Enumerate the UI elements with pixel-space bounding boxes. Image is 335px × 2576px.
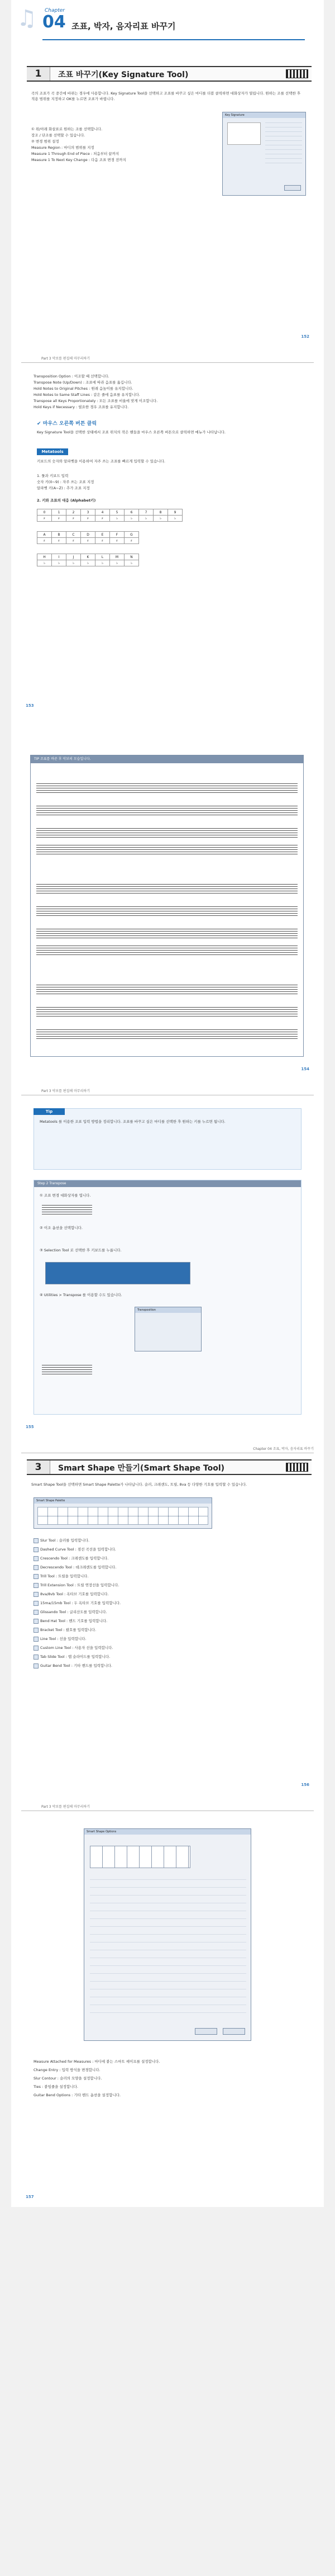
tool-item: 8va/8vb Tool : 옥타브 기호를 입력합니다. xyxy=(34,1590,302,1599)
tip-box-1 xyxy=(34,1108,302,1170)
box-item: ③ Selection Tool 로 선택한 후 키보드를 누릅니다. xyxy=(40,1248,122,1252)
dialog-preview xyxy=(227,122,261,145)
octave-icon xyxy=(34,1592,39,1597)
crescendo-icon xyxy=(34,1556,39,1561)
section-3-bar xyxy=(27,1459,312,1475)
table-cell: 4 xyxy=(95,509,110,516)
chapter-number: 04 xyxy=(42,12,66,32)
table-cell: A xyxy=(37,532,52,538)
staff-example xyxy=(42,1205,92,1216)
bullet-item: ② 변경 범위 설정 xyxy=(31,139,59,144)
step-item: 숫자 키(0~9) : 자주 쓰는 조표 지정 xyxy=(37,480,94,484)
check-icon: ✔ xyxy=(37,421,43,427)
table-cell: H xyxy=(37,554,52,560)
score-system-1 xyxy=(36,778,298,862)
cancel-button[interactable] xyxy=(223,2028,245,2035)
trill-icon xyxy=(34,1574,39,1579)
palette-title-bar: Smart Shape Palette xyxy=(34,1498,212,1504)
tool-item: Guitar Bend Tool : 기타 벤드를 입력합니다. xyxy=(34,1662,302,1670)
table-cell: C xyxy=(66,532,81,538)
transposition-list xyxy=(34,374,302,410)
table-cell: J xyxy=(66,554,81,560)
box-item: ① 조표 변경 대화상자를 엽니다. xyxy=(40,1193,91,1198)
table-cell-empty: ♭ xyxy=(125,516,139,522)
section-intro: 곡의 조표가 곡 중간에 바뀌는 경우에 사용합니다. Key Signature Tool을 선택하고 조표를 바꾸고 싶은 마디를 더블 클릭하면 대화상자가 열립니다. 원하는 조를 선택한 후 적용 범위를 지정하고 OK를 누르면 조표가 바뀝니다. xyxy=(31,91,301,101)
dialog-option-rows xyxy=(90,1879,246,2019)
table-cell-empty: ♭ xyxy=(66,560,81,566)
staff xyxy=(36,828,298,838)
bullet-item: ① 위/아래 화살표로 원하는 조를 선택합니다. xyxy=(31,127,103,131)
staff-example xyxy=(42,1365,92,1376)
table-cell: N xyxy=(125,554,139,560)
staff xyxy=(36,946,298,956)
tool-item: 15ma/15mb Tool : 두 옥타브 기호를 입력합니다. xyxy=(34,1599,302,1608)
steps xyxy=(37,473,299,491)
transpose-dialog-screenshot xyxy=(135,1307,202,1351)
list-item: Hold Notes to Original Pitches : 원래 음높이를 유지합니다. xyxy=(34,386,133,391)
table-cell: 1 xyxy=(52,509,66,516)
staff xyxy=(36,985,298,995)
step-item: 알파벳 키(A~Z) : 추가 조표 지정 xyxy=(37,486,90,490)
smart-shape-options-dialog xyxy=(84,1828,251,2041)
guitar-bend-icon xyxy=(34,1663,39,1669)
option-item: Guitar Bend Options : 기타 벤드 옵션을 설정합니다. xyxy=(34,2093,121,2097)
section-intro: Smart Shape Tool을 선택하면 Smart Shape Palette가 나타납니다. 슬러, 크레센도, 트릴, 8va 등 다양한 기호를 입력할 수 있습니다. xyxy=(31,1482,247,1487)
dialog-title-bar: Smart Shape Options xyxy=(84,1829,251,1835)
table-cell-empty: ♯ xyxy=(95,516,110,522)
double-octave-icon xyxy=(34,1601,39,1606)
bullet-item: 장조 / 단조를 선택할 수 있습니다. xyxy=(31,133,85,138)
option-list xyxy=(34,2058,302,2100)
key-signature-dialog-screenshot xyxy=(222,112,306,196)
header-rule xyxy=(21,362,314,363)
section-1-bar xyxy=(27,66,312,82)
table-cell-empty: ♯ xyxy=(66,538,81,544)
table-cell-empty: ♯ xyxy=(66,516,81,522)
table-cell: 9 xyxy=(168,509,183,516)
table-cell-empty: ♯ xyxy=(81,516,95,522)
chapter-header xyxy=(11,0,324,50)
alphabet-key-table-2 xyxy=(37,554,139,566)
table-title: 2. 키와 조표의 대응 (Alphabet키) xyxy=(37,498,96,503)
running-header: Chapter 04 조표, 박자, 음자리표 바꾸기 xyxy=(253,1447,314,1451)
dashed-curve-icon xyxy=(34,1547,39,1552)
table-cell-empty: ♭ xyxy=(95,560,110,566)
page-number: 152 xyxy=(301,334,309,339)
slur-icon xyxy=(34,1538,39,1543)
tool-item: Slur Tool : 슬러를 입력합니다. xyxy=(34,1537,302,1545)
music-note-decoration: ♫ xyxy=(17,6,37,31)
piano-keys-icon xyxy=(286,69,308,78)
table-cell-empty: ♭ xyxy=(52,560,66,566)
dialog-title-bar: Transposition xyxy=(135,1307,201,1313)
glissando-icon xyxy=(34,1610,39,1615)
mouse-heading: ✔ 마우스 오른쪽 버튼 클릭 xyxy=(37,421,97,427)
table-cell: 8 xyxy=(154,509,168,516)
bracket-icon xyxy=(34,1628,39,1633)
tool-item: Tab Slide Tool : 탭 슬라이드를 입력합니다. xyxy=(34,1653,302,1661)
tip-label: Tip xyxy=(34,1108,65,1115)
page-number: 153 xyxy=(26,703,34,708)
table-cell: 0 xyxy=(37,509,52,516)
table-cell-empty: ♯ xyxy=(37,538,52,544)
ok-button[interactable] xyxy=(284,185,301,191)
table-cell: G xyxy=(125,532,139,538)
list-item: Transposition Option : 이조할 때 선택합니다. xyxy=(34,374,109,379)
mouse-text: Key Signature Tool을 선택한 상태에서 조표 위치의 작은 핸들을 마우스 오른쪽 버튼으로 클릭하면 메뉴가 나타납니다. xyxy=(37,430,226,434)
list-item: Hold Notes to Same Staff Lines : 같은 줄에 음표를 유지합니다. xyxy=(34,393,140,397)
piano-keys-icon xyxy=(286,1463,308,1472)
score-screenshot xyxy=(30,755,304,1057)
table-cell: 5 xyxy=(110,509,125,516)
table-cell-empty: ♯ xyxy=(95,538,110,544)
option-item: Slur Contour : 슬러의 모양을 설정합니다. xyxy=(34,2076,102,2081)
staff xyxy=(36,929,298,939)
table-cell-empty: ♭ xyxy=(110,560,125,566)
staff xyxy=(36,884,298,894)
decrescendo-icon xyxy=(34,1565,39,1570)
box-item: ④ Utilities > Transpose 를 이용할 수도 있습니다. xyxy=(40,1293,122,1297)
bullet-list xyxy=(31,126,216,163)
box-title-bar: Step 2 Transpose xyxy=(34,1180,301,1187)
table-cell: B xyxy=(52,532,66,538)
table-cell: K xyxy=(81,554,95,560)
tool-item: Glissando Tool : 글리산도를 입력합니다. xyxy=(34,1608,302,1617)
page-5 xyxy=(11,1437,324,1795)
palette-tools[interactable] xyxy=(37,1507,208,1525)
chapter-rule xyxy=(42,39,305,40)
table-cell: F xyxy=(110,532,125,538)
bullet-item: Measure Region : 마디의 범위를 지정 xyxy=(31,145,94,150)
table-cell-empty: ♭ xyxy=(37,560,52,566)
tool-item: Trill Extension Tool : 트릴 연장선을 입력합니다. xyxy=(34,1581,302,1590)
table-cell-empty: ♭ xyxy=(154,516,168,522)
tool-item: Dashed Curve Tool : 점선 곡선을 입력합니다. xyxy=(34,1545,302,1554)
alphabet-key-table xyxy=(37,531,139,544)
trill-extension-icon xyxy=(34,1583,39,1588)
section-number: 1 xyxy=(27,67,50,81)
table-cell-empty: ♯ xyxy=(81,538,95,544)
section-title: Smart Shape 만들기(Smart Shape Tool) xyxy=(58,1464,225,1473)
tool-item: Bend Hat Tool : 벤드 기호를 입력합니다. xyxy=(34,1617,302,1625)
table-cell: 7 xyxy=(139,509,154,516)
running-header: Part 3 악보를 편집해 마무리하기 xyxy=(41,1805,90,1809)
page-number: 155 xyxy=(26,1425,34,1429)
option-item: Change Entry : 입력 방식을 변경합니다. xyxy=(34,2068,100,2072)
table-cell-empty: ♯ xyxy=(37,516,52,522)
smart-shape-palette xyxy=(34,1497,212,1529)
page-number: 154 xyxy=(301,1067,309,1071)
staff xyxy=(36,806,298,816)
table-cell: I xyxy=(52,554,66,560)
section-number: 3 xyxy=(27,1460,50,1474)
page-3 xyxy=(11,716,324,1079)
section-title: 조표 바꾸기(Key Signature Tool) xyxy=(58,70,189,79)
box-item: ② 이조 옵션을 선택합니다. xyxy=(40,1226,83,1230)
running-header: Part 3 악보를 편집해 마무리하기 xyxy=(41,357,90,361)
tool-item: Decrescendo Tool : 데크레센도를 입력합니다. xyxy=(34,1563,302,1572)
tool-item: Trill Tool : 트릴을 입력합니다. xyxy=(34,1572,302,1581)
chapter-title: 조표, 박자, 음자리표 바꾸기 xyxy=(71,21,176,31)
table-cell-empty: ♯ xyxy=(52,516,66,522)
page-1 xyxy=(11,0,324,347)
tool-item: Crescendo Tool : 크레센도를 입력합니다. xyxy=(34,1554,302,1563)
page-2 xyxy=(11,347,324,716)
table-cell-empty: ♯ xyxy=(125,538,139,544)
table-cell: L xyxy=(95,554,110,560)
table-cell: 2 xyxy=(66,509,81,516)
step-item: 1. 툴과 키보드 입력 xyxy=(37,474,69,478)
table-cell: D xyxy=(81,532,95,538)
custom-line-icon xyxy=(34,1646,39,1651)
table-cell: 6 xyxy=(125,509,139,516)
page-number: 156 xyxy=(301,1783,309,1787)
metatools-text: 키보드의 숫자와 알파벳을 이용하여 자주 쓰는 조표를 빠르게 입력할 수 있습니다. xyxy=(37,459,165,464)
ok-button[interactable] xyxy=(195,2028,217,2035)
option-item: Measure Attached for Measures : 마디에 붙는 스마트 셰이프를 설정합니다. xyxy=(34,2059,160,2064)
number-key-table xyxy=(37,509,183,522)
tool-item: Line Tool : 선을 입력합니다. xyxy=(34,1635,302,1643)
blue-toolbar-screenshot xyxy=(45,1262,190,1284)
bullet-item: Measure 1 Through End of Piece : 처음부터 끝까지 xyxy=(31,152,119,156)
table-cell-empty: ♭ xyxy=(139,516,154,522)
tool-item: Custom Line Tool : 사용자 선을 입력합니다. xyxy=(34,1644,302,1652)
chapter-label: Chapter xyxy=(45,8,65,13)
page-6 xyxy=(11,1795,324,2207)
running-header: Part 3 악보를 편집해 마무리하기 xyxy=(41,1089,90,1093)
table-cell: E xyxy=(95,532,110,538)
line-icon xyxy=(34,1637,39,1642)
table-cell-empty: ♯ xyxy=(52,538,66,544)
list-item: Transpose Note (Up/Down) : 조표에 따라 음표를 옮깁니다. xyxy=(34,380,132,385)
score-system-2 xyxy=(36,878,298,962)
page-4 xyxy=(11,1079,324,1437)
score-caption-bar: TIP 조표를 바꾼 후 악보의 모습입니다. xyxy=(31,755,303,763)
list-item: Transpose all Keys Proportionately : 모든 조표를 비율에 맞게 이조합니다. xyxy=(34,399,158,403)
page-number: 157 xyxy=(26,2195,34,2199)
staff xyxy=(36,1029,298,1039)
table-cell: 3 xyxy=(81,509,95,516)
score-system-3 xyxy=(36,979,298,1046)
dialog-icon-grid[interactable] xyxy=(90,1846,190,1868)
staff xyxy=(36,783,298,793)
table-cell-empty: ♭ xyxy=(81,560,95,566)
table-cell-empty: ♯ xyxy=(110,538,125,544)
dialog-options xyxy=(265,122,302,167)
list-item: Hold Keys if Necessary : 필요한 경우 조표를 유지합니다. xyxy=(34,405,129,409)
table-cell-empty: ♭ xyxy=(110,516,125,522)
table-cell-empty: ♭ xyxy=(168,516,183,522)
tip-box-2 xyxy=(34,1180,302,1415)
tool-item: Bracket Tool : 괄호를 입력합니다. xyxy=(34,1626,302,1634)
tip-text: Metatools 를 이용한 조표 입력 방법을 정리합니다. 조표를 바꾸고 싶은 마디를 선택한 후 원하는 키를 누르면 됩니다. xyxy=(40,1119,226,1124)
table-cell-empty: ♭ xyxy=(125,560,139,566)
table-cell: M xyxy=(110,554,125,560)
metatools-label: Metatools xyxy=(37,448,68,455)
staff xyxy=(36,845,298,855)
dialog-title-bar: Key Signature xyxy=(223,112,305,118)
staff xyxy=(36,1007,298,1017)
bullet-item: Measure 1 To Next Key Change : 다음 조표 변경 전까지 xyxy=(31,158,126,162)
bend-hat-icon xyxy=(34,1619,39,1624)
tab-slide-icon xyxy=(34,1655,39,1660)
tool-list xyxy=(34,1537,302,1671)
option-item: Ties : 붙임줄을 설정합니다. xyxy=(34,2085,78,2089)
staff xyxy=(36,906,298,916)
